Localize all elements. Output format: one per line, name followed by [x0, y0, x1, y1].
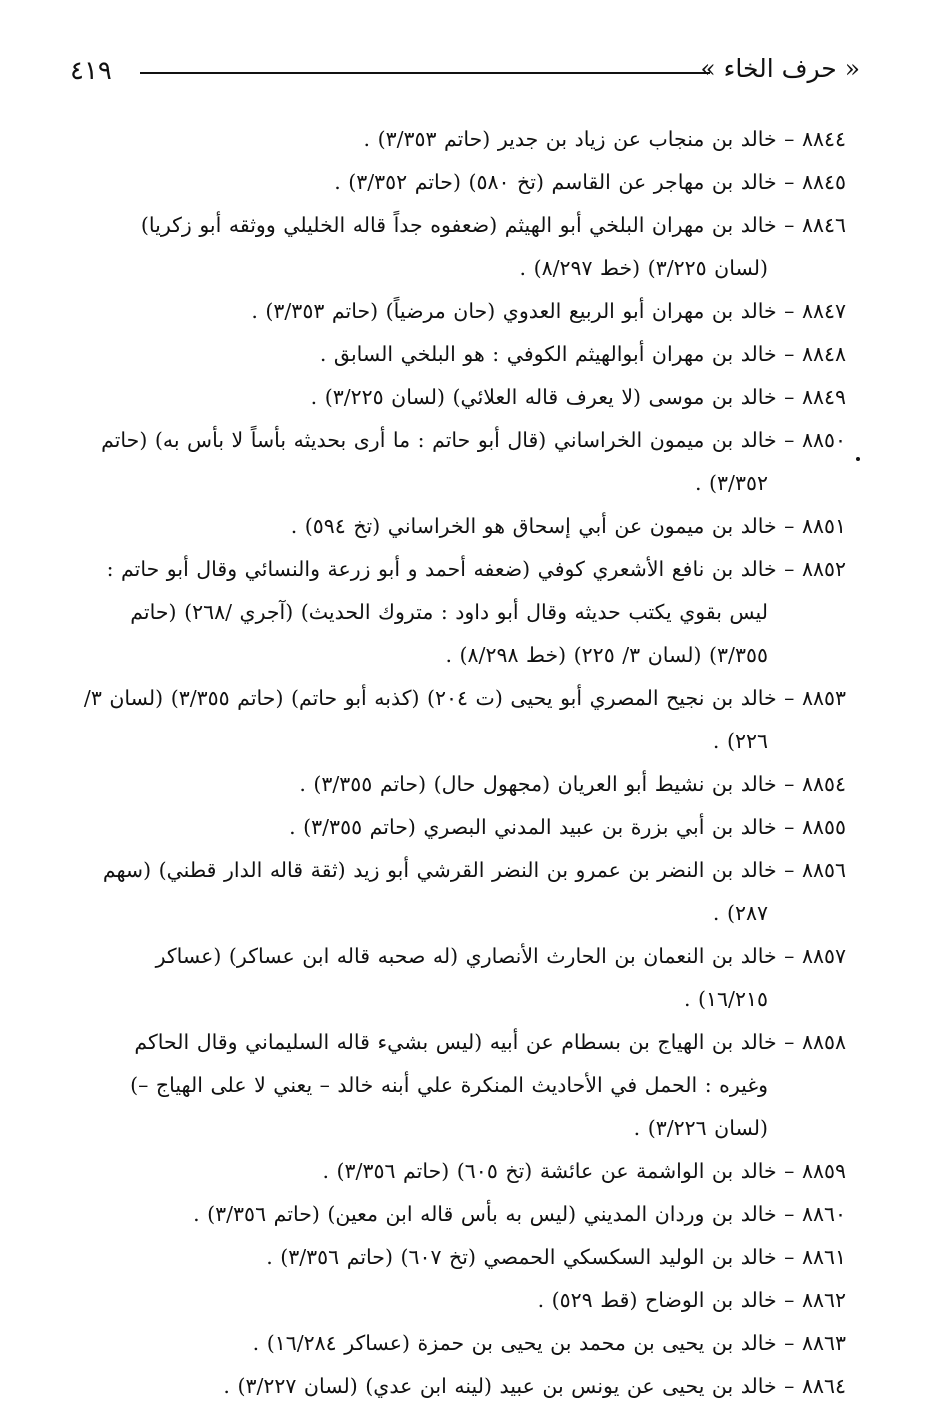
- margin-dot: [856, 457, 860, 461]
- entry-8851: ٨٨٥١ – خالد بن ميمون عن أبي إسحاق هو الخراساني (تخ ٥٩٤) .: [290, 514, 846, 538]
- entry-8850: ٨٨٥٠ – خالد بن ميمون الخراساني (قال أبو حاتم : ما أرى بحديثه بأساً لا بأس به) (حاتم ٣/٣٥٢) .: [101, 428, 846, 495]
- entry-8853: ٨٨٥٣ – خالد بن نجيح المصري أبو يحيى (ت ٢٠٤) (كذبه أبو حاتم) (حاتم ٣/٣٥٥) (لسان ٣/ ٢٢٦) .: [83, 686, 846, 753]
- entry-8854: ٨٨٥٤ – خالد بن نشيط أبو العريان (مجهول حال) (حاتم ٣/٣٥٥) .: [299, 772, 846, 796]
- page-number: ٤١٩: [70, 56, 112, 86]
- entry-8863: ٨٨٦٣ – خالد بن يحيى بن محمد بن يحيى بن حمزة (عساكر ١٦/٢٨٤) .: [252, 1331, 846, 1355]
- entry-8852: ٨٨٥٢ – خالد بن نافع الأشعري كوفي (ضعفه أحمد و أبو زرعة والنسائي وقال أبو حاتم : ليس بقوي يكتب حديثه وقال أبو داود : متروك الحديث) (آجري /٢٦٨) (حاتم ٣/٣٥٥) (لسان ٣/ ٢٢٥) (خط ٨/٢٩٨) .: [106, 557, 846, 667]
- entry-8855: ٨٨٥٥ – خالد بن أبي بزرة بن عبيد المدني البصري (حاتم ٣/٣٥٥) .: [289, 815, 846, 839]
- entry-8861: ٨٨٦١ – خالد بن الوليد السكسكي الحمصي (تخ ٦٠٧) (حاتم ٣/٣٥٦) .: [266, 1245, 846, 1269]
- entry-8849: ٨٨٤٩ – خالد بن موسى (لا يعرف قاله العلائي) (لسان ٣/٢٢٥) .: [310, 385, 846, 409]
- entry-8847: ٨٨٤٧ – خالد بن مهران أبو الربيع العدوي (حان مرضياً) (حاتم ٣/٣٥٣) .: [251, 299, 846, 323]
- header-rule: [140, 72, 710, 74]
- entry-8864: ٨٨٦٤ – خالد بن يحيى عن يونس بن عبيد (لينه ابن عدي) (لسان ٣/٢٢٧) .: [223, 1374, 846, 1398]
- entry-8858: ٨٨٥٨ – خالد بن الهياج بن بسطام عن أبيه (ليس بشيء قاله السليماني وقال الحاكم وغيره : الحمل في الأحاديث المنكرة علي أبنه خالد – يعني لا على الهياج –) (لسان ٣/٢٢٦) .: [130, 1030, 846, 1140]
- entry-8859: ٨٨٥٩ – خالد بن الواشمة عن عائشة (تخ ٦٠٥) (حاتم ٣/٣٥٦) .: [322, 1159, 846, 1183]
- page-header: [70, 50, 860, 90]
- entry-8856: ٨٨٥٦ – خالد بن النضر بن عمرو بن النضر القرشي أبو زيد (ثقة قاله الدار قطني) (سهم ٢٨٧) .: [102, 858, 846, 925]
- entry-list: [80, 118, 846, 1408]
- chapter-title: « حرف الخاء »: [700, 54, 860, 83]
- entry-8857: ٨٨٥٧ – خالد بن النعمان بن الحارث الأنصاري (له صحبه قاله ابن عساكر) (عساكر ١٦/٢١٥) .: [155, 944, 846, 1011]
- entry-8848: ٨٨٤٨ – خالد بن مهران أبوالهيثم الكوفي : هو البلخي السابق .: [319, 342, 846, 366]
- entry-8846: ٨٨٤٦ – خالد بن مهران البلخي أبو الهيثم (ضعفوه جداً قاله الخليلي ووثقه أبو زكريا) (لسان ٣/٢٢٥) (خط ٨/٢٩٧) .: [140, 213, 846, 280]
- entry-8844: ٨٨٤٤ – خالد بن منجاب عن زياد بن جدير (حاتم ٣/٣٥٣) .: [363, 127, 846, 151]
- entry-8845: ٨٨٤٥ – خالد بن مهاجر عن القاسم (تخ ٥٨٠) (حاتم ٣/٣٥٢) .: [334, 170, 846, 194]
- entry-8860: ٨٨٦٠ – خالد بن وردان المديني (ليس به بأس قاله ابن معين) (حاتم ٣/٣٥٦) .: [193, 1202, 846, 1226]
- entry-8862: ٨٨٦٢ – خالد بن الوضاح (قط ٥٢٩) .: [537, 1288, 846, 1312]
